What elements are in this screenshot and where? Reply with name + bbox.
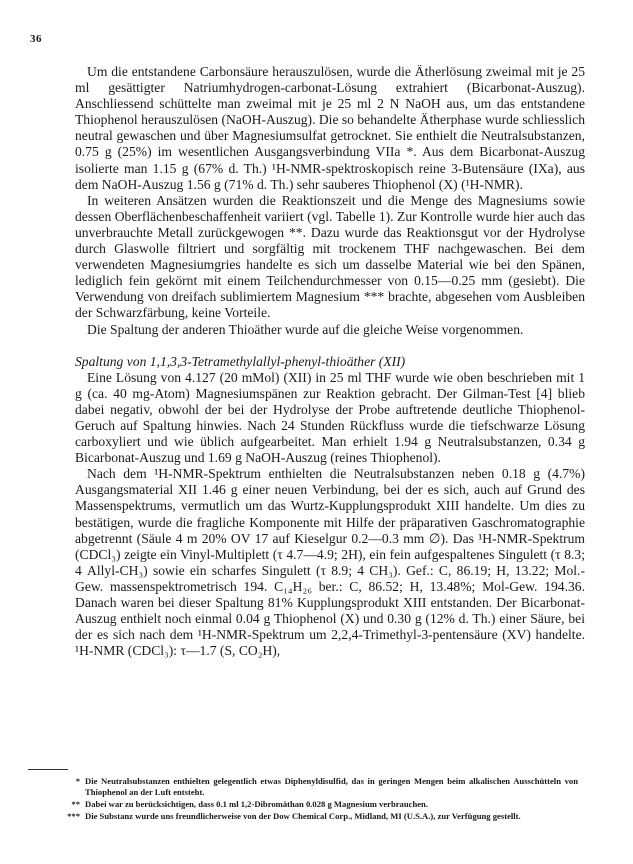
- footnote-marker: ***: [67, 811, 80, 821]
- section-heading: Spaltung von 1,1,3,3-Tetramethylallyl-phenyl-thioäther (XII): [75, 353, 406, 369]
- paragraph-other-thioethers: Die Spaltung der anderen Thioäther wurde auf die gleiche Weise vorgenommen.: [87, 321, 524, 337]
- footnote: [58, 776, 578, 798]
- footnote-text: Dabei war zu berücksichtigen, dass 0.1 ml 1,2-Dibromäthan 0.028 g Magnesium verbrauchen.: [85, 799, 428, 809]
- page-number: 36: [30, 33, 42, 45]
- footnote-text: Die Substanz wurde uns freundlicherweise von der Dow Chemical Corp., Midland, MI (U.S.A.), zur Verfügung gestellt.: [85, 811, 521, 821]
- footnote: [58, 799, 578, 810]
- body-text: [75, 64, 585, 659]
- footnote-divider: [28, 769, 68, 770]
- paragraph-extraction: Um die entstandene Carbonsäure herauszulösen, wurde die Ätherlösung zweimal mit je 25 ml gesättigter Natriumhydrogen-carbonat-Lösung extrahiert (Bicarbonat-Auszug). Anschliessend schüttelte man zweimal mit je 25 ml 2 N NaOH aus, um das entstandene Thiophenol herauszulösen (NaOH-Auszug). Die so behandelte Ätherphase wurde schliesslich neutral gewaschen und über Magnesiumsulfat getrocknet. Sie enthielt die Neutralsubstanzen, 0.75 g (25%) im wesentlichen Ausgangsverbindung VIIa *. Aus dem Bicarbonat-Auszug isolierte man 1.15 g (67% d. Th.) ¹H-NMR-spektroskopisch reine 3-Butensäure (IXa), aus dem NaOH-Auszug 1.56 g (71% d. Th.) sehr sauberes Thiophenol (X) (¹H-NMR).: [75, 64, 585, 192]
- footnote-text: Die Neutralsubstanzen enthielten gelegentlich etwas Diphenyldisulfid, das in geringen Mengen beim alkalischen Ausschütteln von Thiophenol an der Luft entsteht.: [85, 776, 578, 797]
- section-gap: [75, 338, 585, 354]
- paragraph-cleavage: Eine Lösung von 4.127 (20 mMol) (XII) in 25 ml THF wurde wie oben beschrieben mit 1 g (ca. 40 mg-Atom) Magnesiumspänen zur Reaktion gebracht. Der Gilman-Test [4] blieb dabei negativ, obwohl der bei der Hydrolyse der Probe auftretende deutliche Thiophenol-Geruch auf Spaltung hinwies. Nach 24 Stunden Rückfluss wurde die tiefschwarze Lösung carboxyliert und wie üblich aufgearbeitet. Man erhielt 1.94 g Neutralsubstanzen, 0.34 g Bicarbonat-Auszug und 1.69 g NaOH-Auszug (reines Thiophenol).: [75, 369, 585, 466]
- paragraph-nmr-results: Nach dem ¹H-NMR-Spektrum enthielten die Neutralsubstanzen neben 0.18 g (4.7%) Ausgangsmaterial XII 1.46 g einer neuen Verbindung, bei der es sich, auch auf Grund des Massenspektrums, vermutlich um das Wurtz-Kupplungsprodukt XIII handelte. Um dies zu bestätigen, wurde die fragliche Komponente mit Hilfe der präparativen Gaschromatographie abgetrennt (Säule 4 m 20% OV 17 auf Kieselgur 0.2—0.3 mm ∅). Das ¹H-NMR-Spektrum (CDCl₃) zeigte ein Vinyl-Multiplett (τ 4.7—4.9; 2H), ein fein aufgespaltenes Singulett (τ 8.3; 4 Allyl-CH₃) sowie ein scharfes Singulett (τ 8.9; 4 CH₃). Gef.: C, 86.19; H, 13.22; Mol.-Gew. massenspektrometrisch 194. C₁₄H₂₆ ber.: C, 86.52; H, 13.48%; Mol-Gew. 194.36. Danach waren bei dieser Spaltung 81% Kupplungsprodukt XIII entstanden. Der Bicarbonat-Auszug enthielt noch einmal 0.04 g Thiophenol (X) und 0.30 g (12% d. Th.) einer Säure, bei der es sich nach dem ¹H-NMR-Spektrum um 2,2,4-Trimethyl-3-pentensäure (XV) handelte. ¹H-NMR (CDCl₃): τ—1.7 (S, CO₂H),: [75, 466, 585, 659]
- paragraph-variations: In weiteren Ansätzen wurden die Reaktionszeit und die Menge des Magnesiums sowie dessen Oberflächenbeschaffenheit variiert (vgl. Tabelle 1). Zur Kontrolle wurde hier auch das unverbrauchte Metall zurückgewogen **. Dazu wurde das Reaktionsgut vor der Hydrolyse durch Glaswolle filtriert und sorgfältig mit trockenem THF nachgewaschen. Bei dem verwendeten Magnesiumgries handelte es sich um dasselbe Material wie bei den Spänen, lediglich fein gekörnt mit einem Teilchendurchmesser von 0.15—0.25 mm (gesiebt). Die Verwendung von dreifach sublimiertem Magnesium *** brachte, abgesehen vom Ausbleiben der Schwarzfärbung, keine Vorteile.: [75, 192, 585, 321]
- footnote-marker: **: [71, 799, 80, 809]
- footnote: [58, 811, 578, 822]
- footnotes: [58, 776, 578, 823]
- footnote-marker: *: [75, 776, 80, 786]
